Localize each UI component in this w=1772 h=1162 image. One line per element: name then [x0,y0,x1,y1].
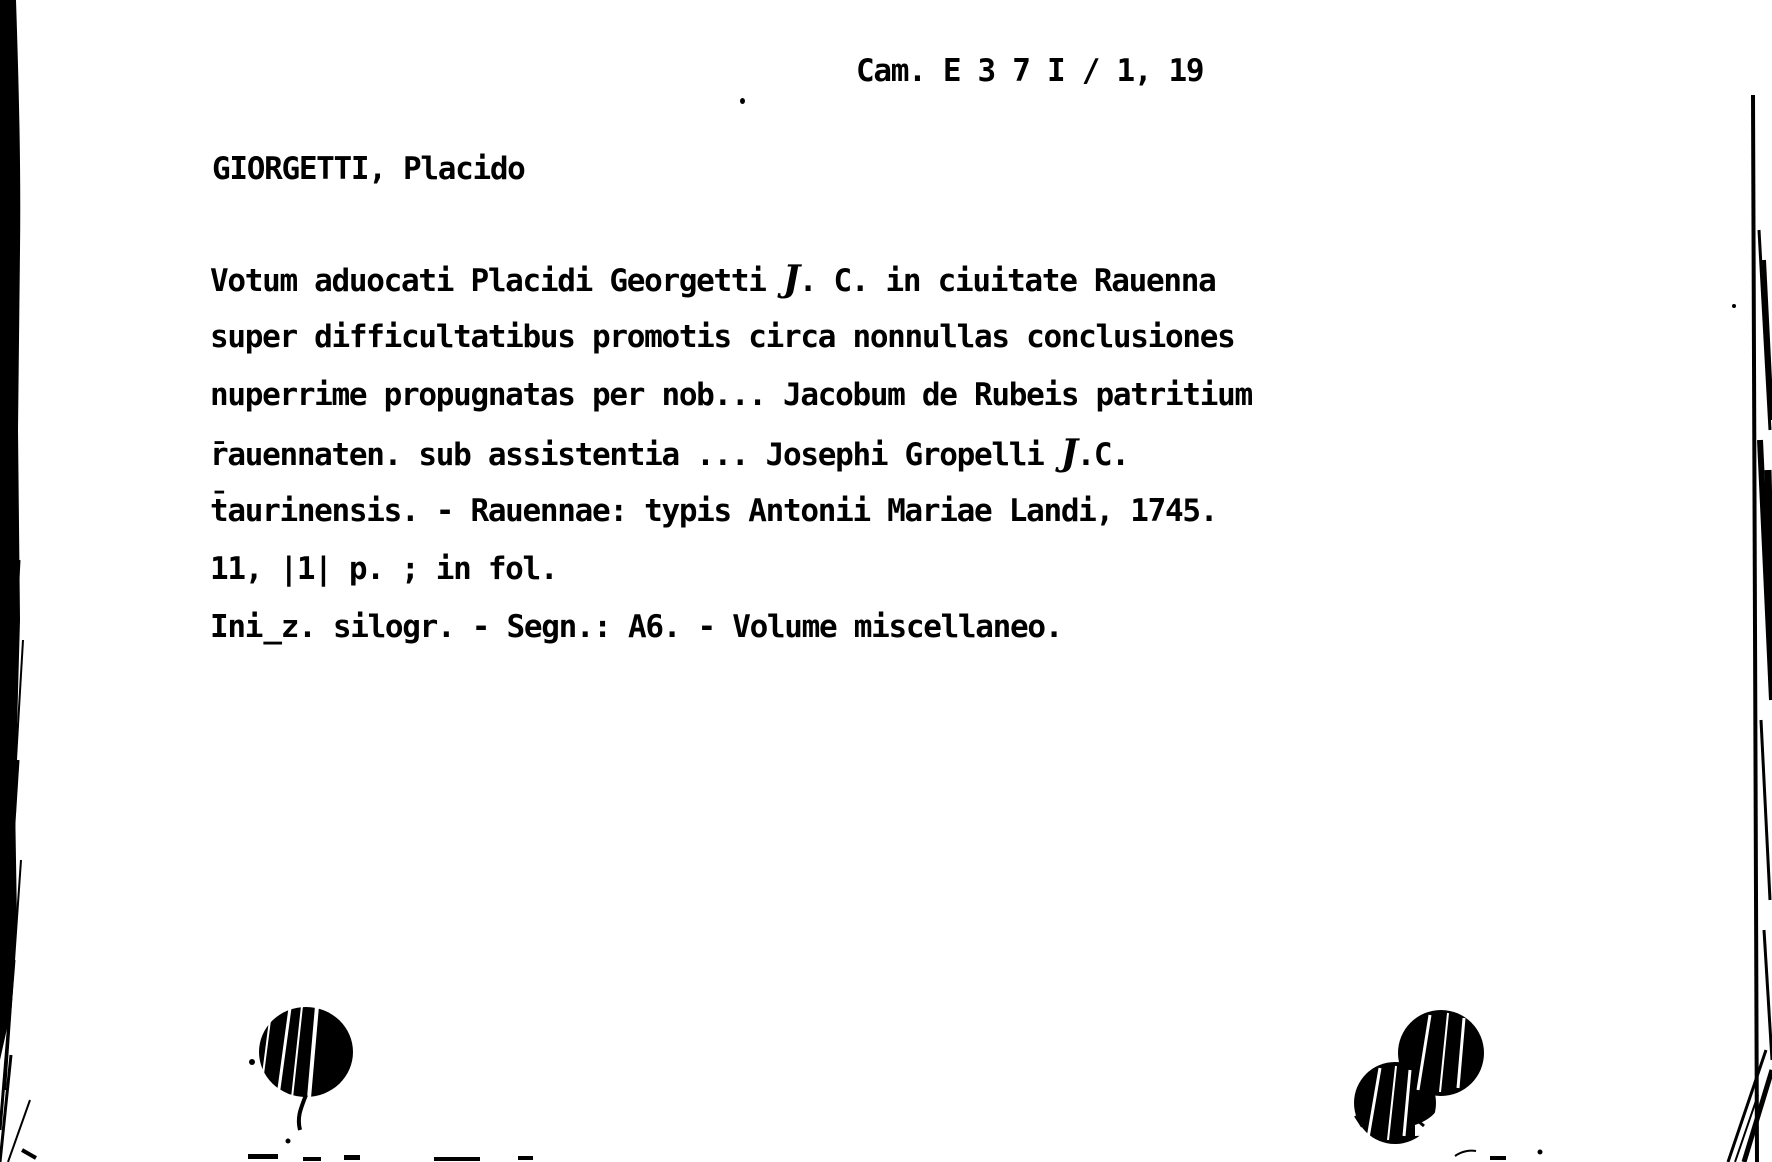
body-line: r̄auennaten. sub assistentia ... Josephi Gropelli J.C. [210,432,1129,474]
ink-blot-left [248,1006,533,1161]
scan-edge-right-artifact [1728,95,1772,1162]
handwritten-j-glyph: J [783,258,799,300]
body-line: nuperrime propugnatas per nob... Jacobum de Rubeis patritium [210,377,1252,413]
ink-blot-right [1354,1010,1543,1160]
body-line: super difficultatibus promotis circa nonnullas conclusiones [210,319,1235,355]
ink-speck [1732,304,1736,308]
body-line: Votum aduocati Placidi Georgetti J. C. in ciuitate Rauenna [210,258,1216,300]
ink-dashes-bottom [248,1154,533,1161]
author-heading: GIORGETTI, Placido [212,151,525,187]
body-line: Ini̲z. silogr. - Segn.: A6. - Volume miscellaneo. [210,609,1063,645]
scan-edge-left-artifact [0,0,36,1162]
ink-speck [740,98,745,104]
card-body [210,250,1252,656]
handwritten-j-glyph: J [1060,432,1077,474]
body-line: t̄aurinensis. - Rauennae: typis Antonii Mariae Landi, 1745. [210,493,1218,529]
shelfmark: Cam. E 3 7 I / 1, 19 [856,53,1204,89]
body-line: 11, |1| p. ; in fol. [210,551,558,587]
